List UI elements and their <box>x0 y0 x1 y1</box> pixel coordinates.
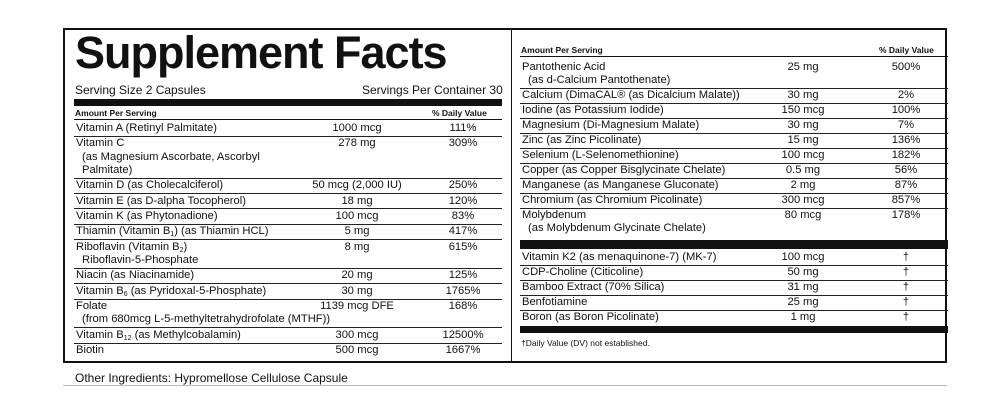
column-divider <box>511 30 512 361</box>
amount-per-serving-header: Amount Per Serving <box>75 108 157 118</box>
other-ingredients: Other Ingredients: Hypromellose Cellulose Capsule <box>75 371 348 385</box>
nutrient-name: Chromium (as Chromium Picolinate) <box>522 194 703 207</box>
serving-size: Serving Size 2 Capsules <box>75 83 206 97</box>
nutrient-amount: 30 mg <box>787 89 819 102</box>
nutrient-amount: 18 mg <box>341 194 373 207</box>
nutrient-amount: 80 mcg <box>784 209 822 222</box>
nutrient-name: Folate <box>76 300 108 313</box>
header-rule-right <box>520 56 948 57</box>
nutrient-daily-value: 250% <box>448 179 478 192</box>
nutrient-daily-value: 500% <box>891 61 921 73</box>
nutrient-amount: 150 mcg <box>781 104 825 117</box>
nutrient-detail: Riboflavin-5-Phosphate <box>82 253 199 266</box>
servings-per-container: Servings Per Container 30 <box>362 83 503 97</box>
nutrient-name: Vitamin E (as D-alpha Tocopherol) <box>76 194 246 207</box>
nutrient-name: CDP-Choline (Citicoline) <box>522 266 644 278</box>
nutrient-amount: 300 mcg <box>335 328 379 341</box>
thick-rule <box>74 99 502 106</box>
nutrient-name: Bamboo Extract (70% Silica) <box>522 281 665 293</box>
nutrient-daily-value: 417% <box>448 225 478 238</box>
nutrient-daily-value: 56% <box>894 164 918 177</box>
nutrient-detail: (as Molybdenum Glycinate Chelate) <box>528 222 706 235</box>
nutrient-name: Copper (as Copper Bisglycinate Chelate) <box>522 164 726 177</box>
nutrient-name: Niacin (as Niacinamide) <box>76 269 195 282</box>
nutrient-name: Vitamin D (as Cholecalciferol) <box>76 179 224 192</box>
nutrient-name: Vitamin A (Retinyl Palmitate) <box>76 122 217 134</box>
nutrient-daily-value: 125% <box>448 269 478 282</box>
nutrient-amount: 50 mg <box>787 266 819 278</box>
nutrient-name: Calcium (DimaCAL® (as Dicalcium Malate)) <box>522 89 740 102</box>
nutrient-daily-value: 309% <box>448 137 478 150</box>
nutrient-name: Manganese (as Manganese Gluconate) <box>522 179 719 192</box>
bottom-divider <box>63 385 947 386</box>
nutrient-daily-value: 100% <box>891 104 921 117</box>
nutrient-amount: 30 mg <box>341 284 373 297</box>
nutrient-daily-value: 7% <box>897 119 915 132</box>
nutrient-name: Riboflavin (Vitamin $B_2$) <box>76 240 188 254</box>
nutrient-daily-value: 111% <box>449 122 477 134</box>
nutrient-name: Magnesium (Di-Magnesium Malate) <box>522 119 700 132</box>
nutrient-amount: 278 mg <box>338 137 376 150</box>
nutrient-name: Iodine (as Potassium Iodide) <box>522 104 664 117</box>
nutrient-daily-value: † <box>902 296 910 308</box>
nutrient-amount: 100 mcg <box>781 251 825 263</box>
nutrient-amount: 500 mcg <box>335 344 379 357</box>
nutrient-amount: 8 mg <box>344 240 370 253</box>
nutrient-name: Molybdenum <box>522 209 587 222</box>
nutrient-name: Vitamin $B_6$ (as Pyridoxal-5-Phosphate) <box>76 284 267 298</box>
nutrient-amount: 1000 mcg <box>332 122 382 134</box>
nutrient-name: Vitamin C <box>76 137 125 150</box>
nutrient-daily-value: † <box>902 251 910 263</box>
nutrient-detail: (as Magnesium Ascorbate, Ascorbyl <box>82 150 260 163</box>
nutrient-amount: 2 mg <box>790 179 816 192</box>
header-rule <box>74 119 502 120</box>
nutrient-daily-value: 857% <box>891 194 921 207</box>
nutrient-amount: 5 mg <box>344 225 370 238</box>
nutrient-amount: 25 mg <box>787 296 819 308</box>
nutrient-amount: 300 mcg <box>781 194 825 207</box>
nutrient-daily-value: † <box>902 311 910 323</box>
nutrient-daily-value: 83% <box>451 210 475 222</box>
nutrient-amount: 15 mg <box>787 134 819 147</box>
nutrient-name: Zinc (as Zinc Picolinate) <box>522 134 642 147</box>
nutrient-daily-value: 2% <box>897 89 915 102</box>
nutrient-name: Selenium (L-Selenomethionine) <box>522 149 679 162</box>
panel-title: Supplement Facts <box>75 27 447 78</box>
nutrient-detail: Palmitate) <box>82 163 133 176</box>
nutrient-name: Benfotiamine <box>522 296 588 308</box>
nutrient-amount: 1139 mcg DFE <box>320 300 394 313</box>
amount-per-serving-header-right: Amount Per Serving <box>521 45 603 55</box>
nutrient-amount: 31 mg <box>787 281 819 293</box>
nutrient-name: Vitamin K2 (as menaquinone-7) (MK-7) <box>522 251 717 263</box>
nutrient-daily-value: † <box>902 266 910 278</box>
nutrient-amount: 100 mcg <box>781 149 825 162</box>
nutrient-amount: 30 mg <box>787 119 819 132</box>
nutrient-daily-value: 178% <box>891 209 921 222</box>
nutrient-daily-value: 120% <box>448 194 478 207</box>
daily-value-header: % Daily Value <box>432 108 487 118</box>
daily-value-footnote: †Daily Value (DV) not established. <box>521 338 650 348</box>
nutrient-daily-value: 1667% <box>445 344 481 357</box>
nutrient-amount: 1 mg <box>790 311 816 323</box>
nutrient-daily-value: 136% <box>891 134 921 147</box>
thick-rule-bottom <box>520 326 948 333</box>
nutrient-name: Boron (as Boron Picolinate) <box>522 311 659 323</box>
daily-value-header-right: % Daily Value <box>879 45 934 55</box>
nutrient-daily-value: 615% <box>448 240 478 253</box>
nutrient-name: Thiamin (Vitamin $B_1$) (as Thiamin HCL) <box>76 225 269 239</box>
nutrient-amount: 0.5 mg <box>785 164 821 177</box>
nutrient-amount: 20 mg <box>341 269 373 282</box>
nutrient-detail: (as d-Calcium Pantothenate) <box>528 74 671 87</box>
nutrient-amount: 50 mcg (2,000 IU) <box>312 179 402 192</box>
nutrient-detail: (from 680mcg L-5-methyltetrahydrofolate (MTHF)) <box>82 313 331 326</box>
nutrient-daily-value: 168% <box>448 300 478 313</box>
nutrient-daily-value: 1765% <box>445 284 481 297</box>
thick-rule-right <box>520 240 948 249</box>
nutrient-name: Pantothenic Acid <box>522 61 606 73</box>
nutrient-name: Vitamin $B_{12}$ (as Methylcobalamin) <box>76 328 241 342</box>
nutrient-daily-value: 182% <box>891 149 921 162</box>
nutrient-amount: 25 mg <box>787 61 819 73</box>
nutrient-daily-value: 87% <box>894 179 918 192</box>
nutrient-daily-value: 12500% <box>442 328 484 341</box>
nutrient-name: Biotin <box>76 344 104 357</box>
nutrient-amount: 100 mcg <box>335 210 379 222</box>
nutrient-name: Vitamin K (as Phytonadione) <box>76 210 218 222</box>
nutrient-daily-value: † <box>902 281 910 293</box>
